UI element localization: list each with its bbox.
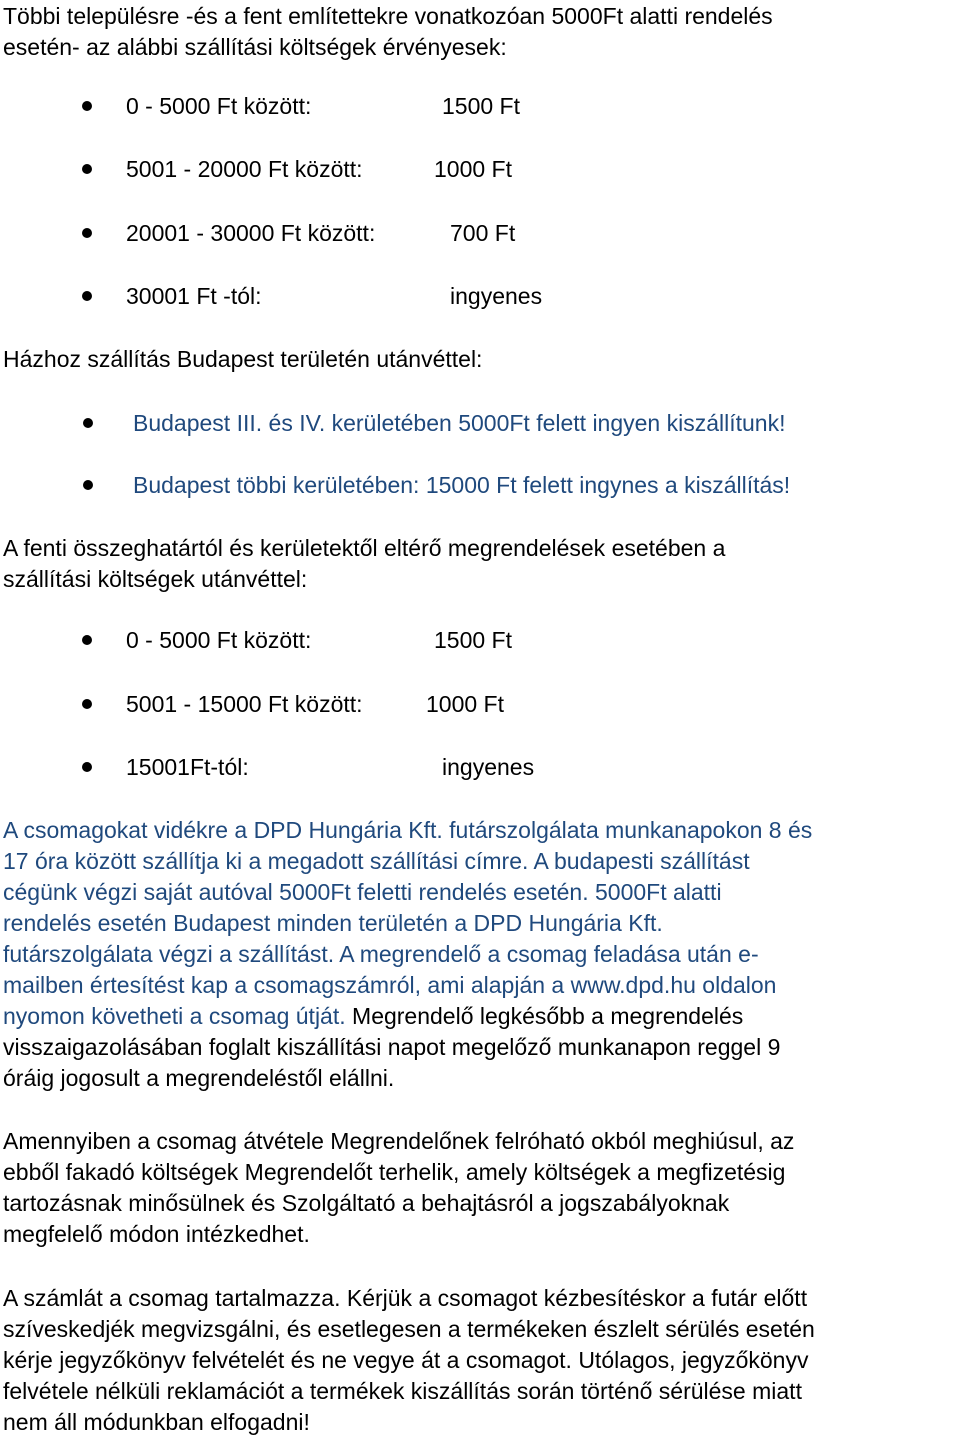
failure-line: megfelelő módon intézkedhet. [3, 1221, 310, 1247]
rate-cost: ingyenes [442, 754, 535, 780]
invoice-line: szíveskedjék megvizsgálni, és esetlegesen a termékeken észlelt sérülés esetén [3, 1316, 815, 1342]
list-item [0, 689, 960, 720]
failure-line: tartozásnak minősülnek és Szolgáltató a behajtásról a jogszabályoknak [3, 1190, 730, 1216]
bullet-icon [82, 228, 92, 238]
other-rates-paragraph [3, 533, 955, 595]
rate-cost: 1000 Ft [426, 691, 504, 717]
invoice-line: felvétele nélküli reklamációt a termékek kiszállítás során történő sérülése miatt [3, 1378, 802, 1404]
rate-cost: 1500 Ft [442, 93, 520, 119]
list-item [0, 470, 960, 501]
bullet-icon [82, 699, 92, 709]
list-item [0, 625, 960, 656]
rate-cost: 1500 Ft [434, 627, 512, 653]
bullet-icon [82, 762, 92, 772]
rate-range: 20001 - 30000 Ft között: [126, 220, 376, 246]
delivery-line: nyomon követheti a csomag útját. [3, 1003, 346, 1029]
budapest-item: Budapest többi kerületében: 15000 Ft felett ingynes a kiszállítás! [133, 472, 791, 498]
rate-cost: ingyenes [450, 283, 543, 309]
bullet-icon [82, 101, 92, 111]
rate-range: 5001 - 20000 Ft között: [126, 156, 363, 182]
intro-line-2: esetén- az alábbi szállítási költségek érvényesek: [3, 34, 507, 60]
invoice-paragraph [3, 1283, 955, 1438]
delivery-paragraph [3, 815, 955, 1094]
delivery-line: rendelés esetén Budapest minden területén a DPD Hungária Kft. [3, 910, 663, 936]
list-item [0, 281, 960, 312]
failure-line: Amennyiben a csomag átvétele Megrendelőnek felróható okból meghiúsul, az [3, 1128, 795, 1154]
delivery-line: 17 óra között szállítja ki a megadott szállítási címre. A budapesti szállítást [3, 848, 750, 874]
bullet-icon [83, 418, 93, 428]
list-item [0, 154, 960, 185]
delivery-line: futárszolgálata végzi a szállítást. A megrendelő a csomag feladása után e- [3, 941, 759, 967]
intro-line-1: Többi településre -és a fent említettekre vonatkozóan 5000Ft alatti rendelés [3, 3, 773, 29]
rate-cost: 1000 Ft [434, 156, 512, 182]
budapest-heading [3, 344, 955, 375]
rate-range: 30001 Ft -tól: [126, 283, 262, 309]
budapest-heading-text: Házhoz szállítás Budapest területén utánvéttel: [3, 346, 483, 372]
bullet-icon [82, 635, 92, 645]
rate-range: 15001Ft-tól: [126, 754, 249, 780]
invoice-line: A számlát a csomag tartalmazza. Kérjük a csomagot kézbesítéskor a futár előtt [3, 1285, 808, 1311]
list-item [0, 218, 960, 249]
delivery-line: A csomagokat vidékre a DPD Hungária Kft. futárszolgálata munkanapokon 8 és [3, 817, 813, 843]
other-line-2: szállítási költségek utánvéttel: [3, 566, 308, 592]
rate-range: 0 - 5000 Ft között: [126, 627, 312, 653]
rate-range: 0 - 5000 Ft között: [126, 93, 312, 119]
withdrawal-line: visszaigazolásában foglalt kiszállítási napot megelőző munkanapon reggel 9 [3, 1034, 781, 1060]
invoice-line: nem áll módunkban elfogadni! [3, 1409, 310, 1435]
delivery-line: mailben értesítést kap a csomagszámról, ami alapján a www.dpd.hu oldalon [3, 972, 777, 998]
budapest-item: Budapest III. és IV. kerületében 5000Ft felett ingyen kiszállítunk! [133, 410, 786, 436]
other-line-1: A fenti összeghatártól és kerületektől eltérő megrendelések esetében a [3, 535, 726, 561]
rate-cost: 700 Ft [450, 220, 516, 246]
bullet-icon [82, 164, 92, 174]
bullet-icon [82, 291, 92, 301]
failure-line: ebből fakadó költségek Megrendelőt terhelik, amely költségek a megfizetésig [3, 1159, 786, 1185]
rate-range: 5001 - 15000 Ft között: [126, 691, 363, 717]
withdrawal-line: óráig jogosult a megrendeléstől elállni. [3, 1065, 395, 1091]
list-item [0, 408, 960, 439]
delivery-line: cégünk végzi saját autóval 5000Ft feletti rendelés esetén. 5000Ft alatti [3, 879, 722, 905]
list-item [0, 752, 960, 783]
list-item [0, 91, 960, 122]
failure-paragraph [3, 1126, 955, 1250]
invoice-line: kérje jegyzőkönyv felvételét és ne vegye át a csomagot. Utólagos, jegyzőkönyv [3, 1347, 809, 1373]
intro-paragraph [3, 1, 955, 63]
bullet-icon [83, 480, 93, 490]
withdrawal-line: Megrendelő legkésőbb a megrendelés [352, 1003, 744, 1029]
